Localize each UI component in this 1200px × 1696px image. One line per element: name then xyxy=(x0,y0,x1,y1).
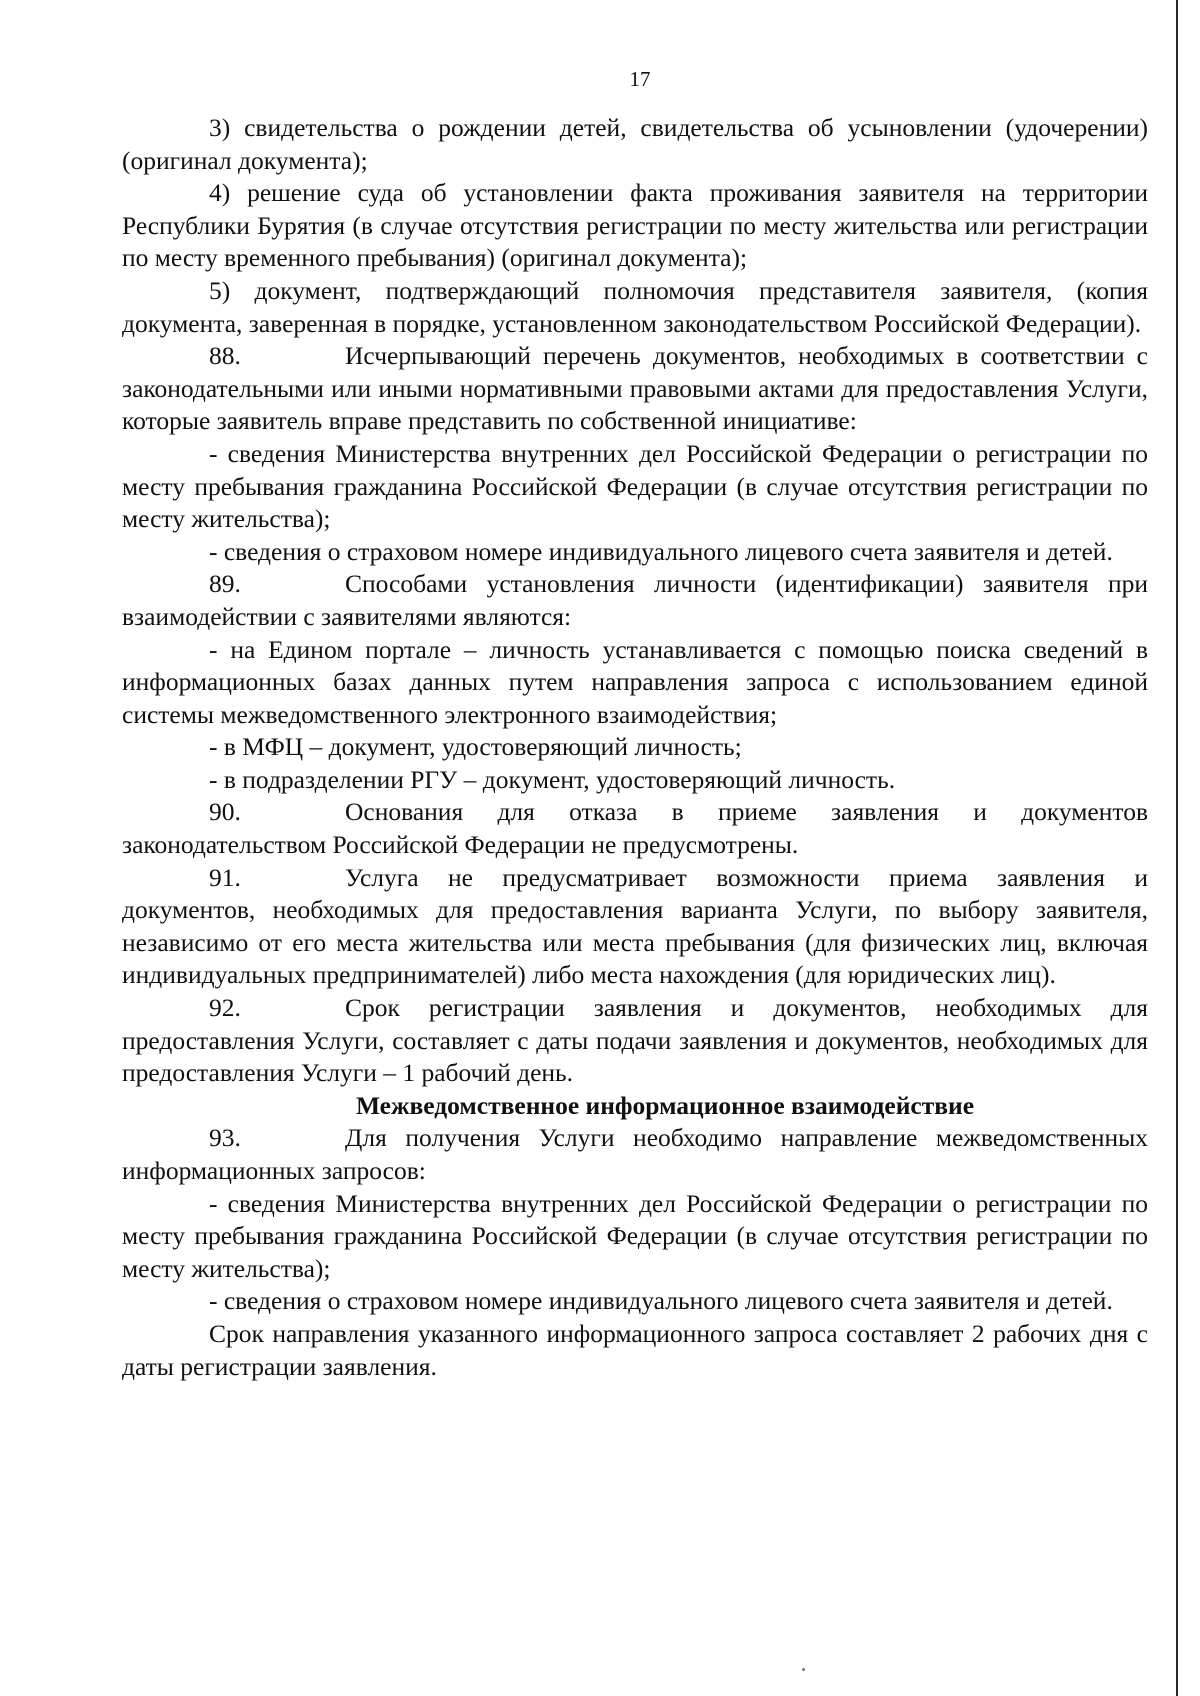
paragraph: - на Едином портале – личность устанавливается с помощью поиска сведений в информационных базах данных путем направления запроса с использованием единой системы межведомственного электронного взаимодействия; xyxy=(122,634,1148,729)
paragraph-text: Исчерпывающий перечень документов, необходимых в соответствии с законодательными или иными нормативными правовыми актами для предоставления Услуги, которые заявитель вправе представить по собственной инициативе: xyxy=(122,341,1148,436)
paragraph: - сведения Министерства внутренних дел Российской Федерации о регистрации по месту пребывания гражданина Российской Федерации (в случае отсутствия регистрации по месту жительства); xyxy=(122,1188,1148,1283)
page-edge-line xyxy=(1176,0,1178,1696)
paragraph-number: 91. xyxy=(209,862,241,892)
document-body xyxy=(122,112,1148,1383)
paragraph-number: 92. xyxy=(209,993,241,1023)
numbered-paragraph xyxy=(122,340,1148,438)
paragraph: - в МФЦ – документ, удостоверяющий личность; xyxy=(209,732,742,762)
page-number: 17 xyxy=(629,67,651,91)
paragraph: - в подразделении РГУ – документ, удостоверяющий личность. xyxy=(209,764,896,794)
paragraph-text: Способами установления личности (идентификации) заявителя при взаимодействии с заявителями являются: xyxy=(122,569,1148,631)
paragraph-text: Услуга не предусматривает возможности приема заявления и документов, необходимых для предоставления варианта Услуги, по выбору заявителя, независимо от его места жительства или места пребывания (для физических лиц, включая индивидуальных предпринимателей) либо места нахождения (для юридических лиц). xyxy=(122,862,1148,990)
paragraph-number: 88. xyxy=(209,341,241,371)
numbered-paragraph xyxy=(122,1122,1148,1187)
numbered-paragraph xyxy=(122,796,1148,861)
numbered-paragraph xyxy=(122,992,1148,1090)
numbered-paragraph xyxy=(122,862,1148,992)
paragraph: - сведения о страховом номере индивидуального лицевого счета заявителя и детей. xyxy=(209,1286,1113,1316)
paragraph-text: Для получения Услуги необходимо направление межведомственных информационных запросов: xyxy=(122,1123,1148,1185)
paragraph-text: Основания для отказа в приеме заявления и документов законодательством Российской Федерации не предусмотрены. xyxy=(122,797,1148,860)
paragraph: Срок направления указанного информационного запроса составляет 2 рабочих дня с даты регистрации заявления. xyxy=(122,1318,1148,1381)
paragraph: - сведения о страховом номере индивидуального лицевого счета заявителя и детей. xyxy=(209,536,1113,566)
scan-speck xyxy=(802,1668,805,1671)
paragraph: 3) свидетельства о рождении детей, свидетельства об усыновлении (удочерении) (оригинал документа); xyxy=(122,113,1148,175)
section-heading: Межведомственное информационное взаимодействие xyxy=(355,1090,975,1120)
paragraph-number: 93. xyxy=(209,1123,241,1153)
paragraph-number: 89. xyxy=(209,569,241,599)
paragraph: 4) решение суда об установлении факта проживания заявителя на территории Республики Бурятия (в случае отсутствия регистрации по месту жительства или регистрации по месту временного пребывания) (оригинал документа); xyxy=(122,178,1148,273)
numbered-paragraph xyxy=(122,568,1148,633)
paragraph: - сведения Министерства внутренних дел Российской Федерации о регистрации по месту пребывания гражданина Российской Федерации (в случае отсутствия регистрации по месту жительства); xyxy=(122,438,1148,534)
paragraph-text: Срок регистрации заявления и документов, необходимых для предоставления Услуги, составляет с даты подачи заявления и документов, необходимых для предоставления Услуги – 1 рабочий день. xyxy=(122,993,1148,1088)
paragraph-number: 90. xyxy=(209,797,241,827)
paragraph: 5) документ, подтверждающий полномочия представителя заявителя, (копия документа, заверенная в порядке, установленном законодательством Российской Федерации). xyxy=(122,275,1148,338)
